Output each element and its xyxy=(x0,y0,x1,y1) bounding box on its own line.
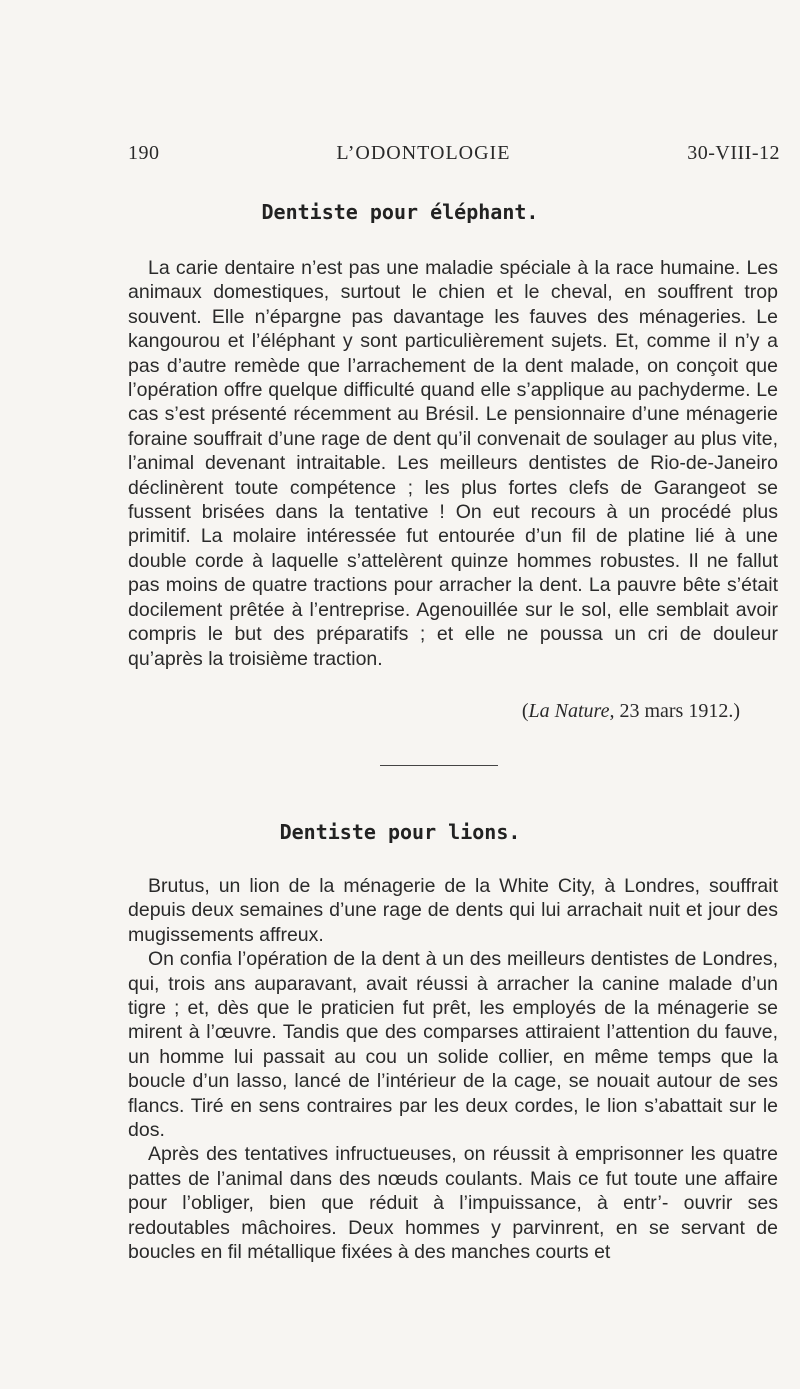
paragraph: La carie dentaire n’est pas une maladie spéciale à la race humaine. Les animaux domestiques, surtout le chien et le cheval, en souffrent trop souvent. Elle n’épargne pas davantage les fauves des ménageries. Le kangourou et l’éléphant y sont particulièrement sujets. Et, comme il n’y a pas d’autre remède que l’arrachement de la dent malade, on conçoit que l’opération offre quelque difficulté quand elle s’applique au pachyderme. Le cas s’est présenté récemment au Brésil. Le pensionnaire d’une ménagerie foraine souffrait d’une rage de dent qu’il convenait de soulager au plus vite, l’animal devenant intraitable. Les meilleurs dentistes de Rio-de-Janeiro déclinèrent toute compétence ; les plus fortes clefs de Garangeot se fussent brisées dans la tentative ! On eut recours à un procédé plus primitif. La molaire intéressée fut entourée d’un fil de platine lié à une double corde à laquelle s’attelèrent quinze hommes robustes. Il ne fallut pas moins de quatre tractions pour arracher la dent. La pauvre bête s’était docilement prêtée à l’entreprise. Agenouillée sur le sol, elle semblait avoir compris le but des préparatifs ; et elle ne poussa un cri de douleur qu’après la troisième traction. xyxy=(128,257,778,670)
article-title-elephant: Dentiste pour éléphant. xyxy=(261,200,539,224)
paragraph: Après des tentatives infructueuses, on réussit à emprisonner les quatre pattes de l’animal dans des nœuds coulants. Mais ce fut toute une affaire pour l’obliger, bien que réduit à l’impuissance, à entr’- ouvrir ses redoutables mâchoires. Deux hommes y parvinrent, en se servant de boucles en fil métallique fixées à des manches courts et xyxy=(128,1143,778,1264)
article-body-lions xyxy=(128,874,778,1265)
page-number: 190 xyxy=(128,142,160,164)
journal-title: L’ODONTOLOGIE xyxy=(336,142,511,164)
article-body-elephant xyxy=(128,256,778,671)
running-header xyxy=(128,142,780,165)
issue-date: 30-VIII-12 xyxy=(687,142,780,164)
paragraph: On confia l’opération de la dent à un des meilleurs dentistes de Londres, qui, trois ans auparavant, avait réussi à arracher la canine malade d’un tigre ; et, dès que le praticien fut prêt, les employés de la ménagerie se mirent à l’œuvre. Tandis que des comparses attiraient l’attention du fauve, un homme lui passait au cou un solide collier, en même temps que la boucle d’un lasso, lancé de l’intérieur de la cage, se nouait autour de ses flancs. Tiré en sens contraires par les deux cordes, le lion s’abattait sur le dos. xyxy=(128,948,778,1142)
source-publication: La Nature, xyxy=(528,700,615,722)
article-title-lions: Dentiste pour lions. xyxy=(279,820,521,844)
source-date: 23 mars 1912.) xyxy=(619,700,740,722)
paragraph: Brutus, un lion de la ménagerie de la White City, à Londres, souffrait depuis deux semaines d’une rage de dents qui lui arrachait nuit et jour des mugissements affreux. xyxy=(128,875,778,946)
section-divider xyxy=(380,765,498,766)
source-citation: (La Nature, 23 mars 1912.) xyxy=(521,700,740,722)
